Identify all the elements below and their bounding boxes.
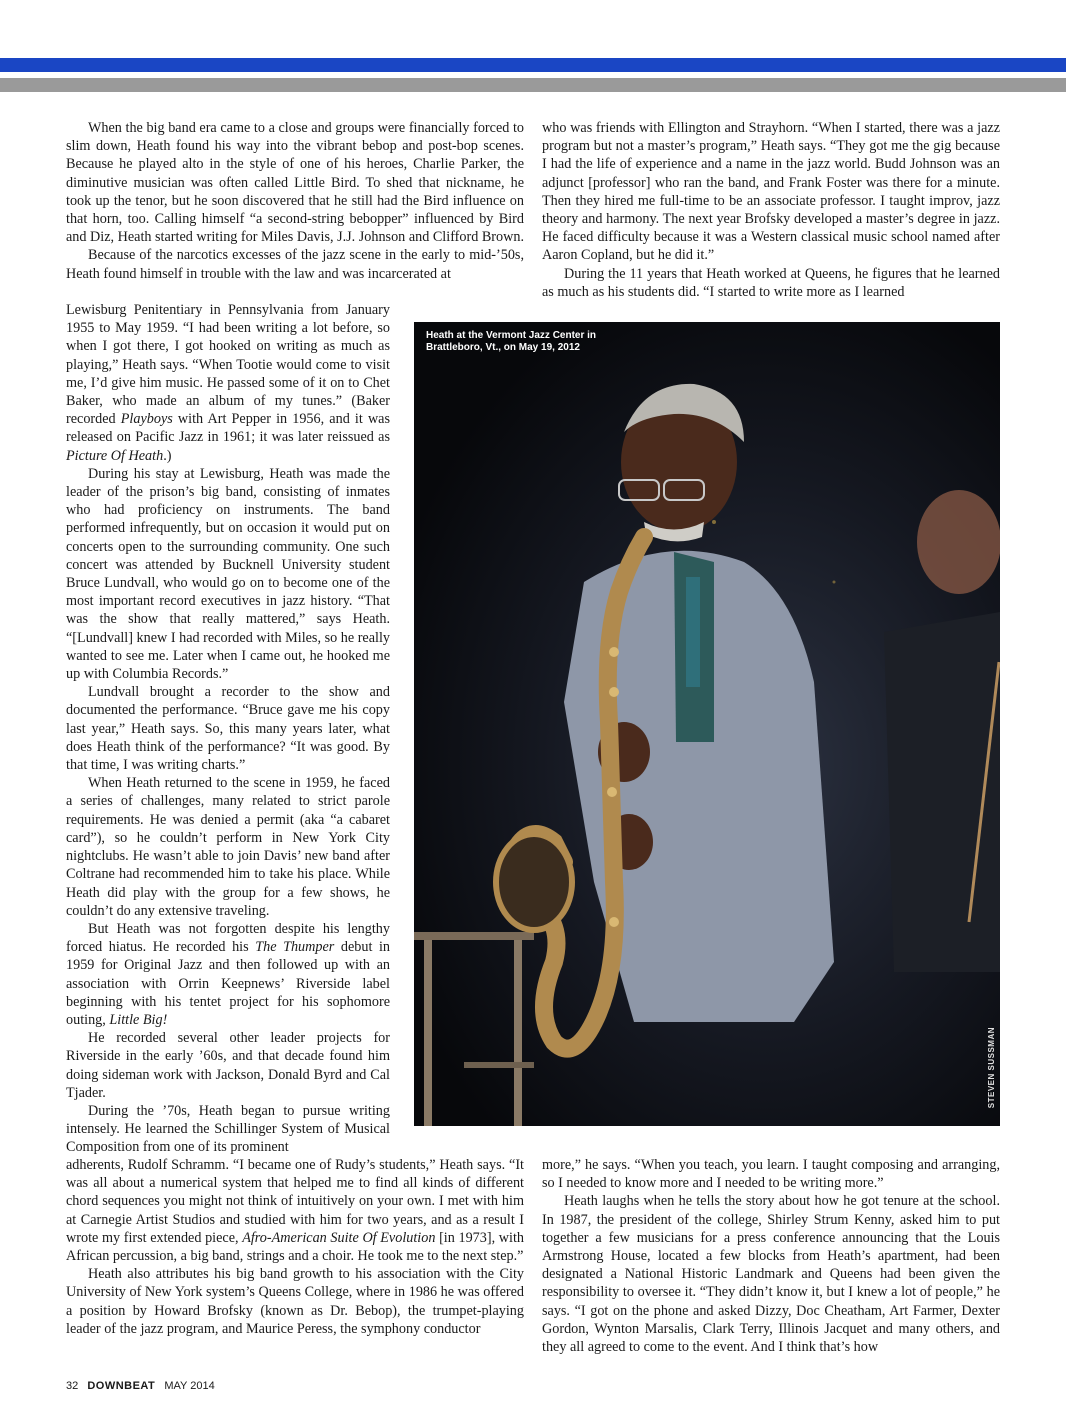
page-number: 32 [66, 1380, 79, 1392]
article-column-left-narrow [66, 301, 390, 1157]
magazine-name: DOWNBEAT [87, 1380, 156, 1392]
article-column-right-bottom [542, 1156, 1000, 1356]
issue-date: MAY 2014 [164, 1380, 215, 1392]
article-paragraph: But Heath was not forgotten despite his lengthy forced hiatus. He recorded his The Thumper debut in 1959 for Original Jazz and then followed up with an association with Orrin Keepnews’ Riverside label beginning with his tentet project for his sophomore outing, Little Big! [66, 920, 390, 1028]
article-paragraph: During his stay at Lewisburg, Heath was made the leader of the prison’s big band, consisting of inmates who had proficiency on instruments. The band performed infrequently, but on occasion it would put on concerts open to the surrounding community. One such concert was attended by Bucknell University student Bruce Lundvall, who would go on to become one of the most important record executives in jazz history. “That was the show that really mattered,” says Heath. “[Lundvall] knew I had recorded with Miles, so he really wanted to see me. Later when I came out, he hooked me up with Columbia Records.” [66, 465, 390, 683]
article-paragraph: more,” he says. “When you teach, you learn. I taught composing and arranging, so I needed to know more and I needed to be writing more.” [542, 1157, 1000, 1192]
article-paragraph: Heath also attributes his big band growth to his association with the City University of New York system’s Queens College, where in 1986 he was offered a position by Howard Brofsky (known as Dr. Bebop), the trumpet-playing leader of the jazz program, and Maurice Peress, the symphony conductor [66, 1266, 524, 1337]
header-gray-stripe [0, 78, 1066, 92]
article-paragraph: Heath laughs when he tells the story about how he got tenure at the school. In 1987, the president of the college, Shirley Strum Kenny, asked him to put together a few musicians for a press conference announcing that the Louis Armstrong House, located a few blocks from Heath’s apartment, had been designated a National Historic Landmark and Queens had been given the responsibility to oversee it. “They didn’t know it, but I knew a lot of people,” he says. “I got on the phone and asked Dizzy, Doc Cheatham, Art Farmer, Dexter Gordon, Wynton Marsalis, Clark Terry, Illinois Jacquet and many others, and they all agreed to come to the event. And I think that’s how [542, 1193, 1000, 1356]
article-paragraph: He recorded several other leader projects for Riverside in the early ’60s, and that decade found him doing sideman work with Jackson, Donald Byrd and Cal Tjader. [66, 1030, 390, 1101]
article-paragraph: During the 11 years that Heath worked at Queens, he figures that he learned as much as his students did. “I started to write more as I learned [542, 265, 1000, 300]
page-footer [66, 1380, 215, 1392]
article-column-right-top [542, 119, 1000, 301]
article-column-left-bottom [66, 1156, 524, 1338]
header-blue-stripe [0, 58, 1066, 72]
article-paragraph: Lewisburg Penitentiary in Pennsylvania from January 1955 to May 1959. “I had been writing a lot before, so when I got there, I got hooked on writing as much as playing,” Heath says. “When Tootie would come to visit me, I’d give him music. He passed some of it on to Chet Baker, who made an album of my tunes.” (Baker recorded Playboys with Art Pepper in 1956, and it was released on Pacific Jazz in 1961; it was later reissued as Picture Of Heath.) [66, 302, 391, 464]
photo-caption: Heath at the Vermont Jazz Center in Brattleboro, Vt., on May 19, 2012 [426, 330, 597, 353]
article-photo [414, 322, 1000, 1126]
article-paragraph: When the big band era came to a close and groups were financially forced to slim down, Heath found his way into the vibrant bebop and post-bop scenes. Because he played alto in the style of one of his heroes, Charlie Parker, the diminutive musician was often called Little Bird. To shed that nickname, he took up the tenor, but he soon discovered that he still had the Bird influence on that horn, too. Calling himself “a second-string bebopper” influenced by Bird and Diz, Heath started writing for Miles Davis, J.J. Johnson and Clifford Brown. [66, 120, 525, 246]
article-paragraph: who was friends with Ellington and Strayhorn. “When I started, there was a jazz program but not a master’s program,” Heath says. “They got me the gig because I had the life of experience and a name in the jazz world. Budd Johnson was an adjunct [professor] who ran the band, and Frank Foster was there for a minute. Then they hired me full-time to be an associate professor. I taught improv, jazz theory and harmony. The next year Brofsky developed a master’s degree in jazz. He faced difficulty because it was a Western classical music school named after Aaron Copland, but he did it.” [542, 120, 1000, 264]
article-paragraph: Lundvall brought a recorder to the show and documented the performance. “Bruce gave me his copy last year,” Heath says. So, this many years later, what does Heath think of the performance? “It was good. By that time, I was writing charts.” [66, 684, 390, 774]
photo-credit: STEVEN SUSSMAN [987, 1026, 996, 1108]
article-paragraph: Because of the narcotics excesses of the jazz scene in the early to mid-’50s, Heath found himself in trouble with the law and was incarcerated at [66, 247, 524, 282]
article-paragraph: When Heath returned to the scene in 1959, he faced a series of challenges, many related to strict parole requirements. He was denied a permit (aka “a cabaret card”), so he couldn’t perform in New York City nightclubs. He wasn’t able to join Davis’ new band after Coltrane had recommended him to take his place. While Heath did play with the group for a few shows, he couldn’t do any extensive traveling. [66, 775, 390, 919]
saxophonist-illustration [414, 322, 1000, 1126]
article-paragraph: adherents, Rudolf Schramm. “I became one of Rudy’s students,” Heath says. “It was all about a numerical system that helped me to find all kinds of different chord sequences you might not think of intuitively on your own. I met with him at Carnegie Artist Studios and studied with him for two years, and as a result I wrote my first extended piece, Afro-American Suite Of Evolution [in 1973], with African percussion, a big band, strings and a choir. He took me to the next step.” [66, 1157, 525, 1265]
article-column-left-top [66, 119, 524, 283]
article-paragraph: During the ’70s, Heath began to pursue writing intensely. He learned the Schillinger System of Musical Composition from one of its prominent [66, 1102, 390, 1156]
